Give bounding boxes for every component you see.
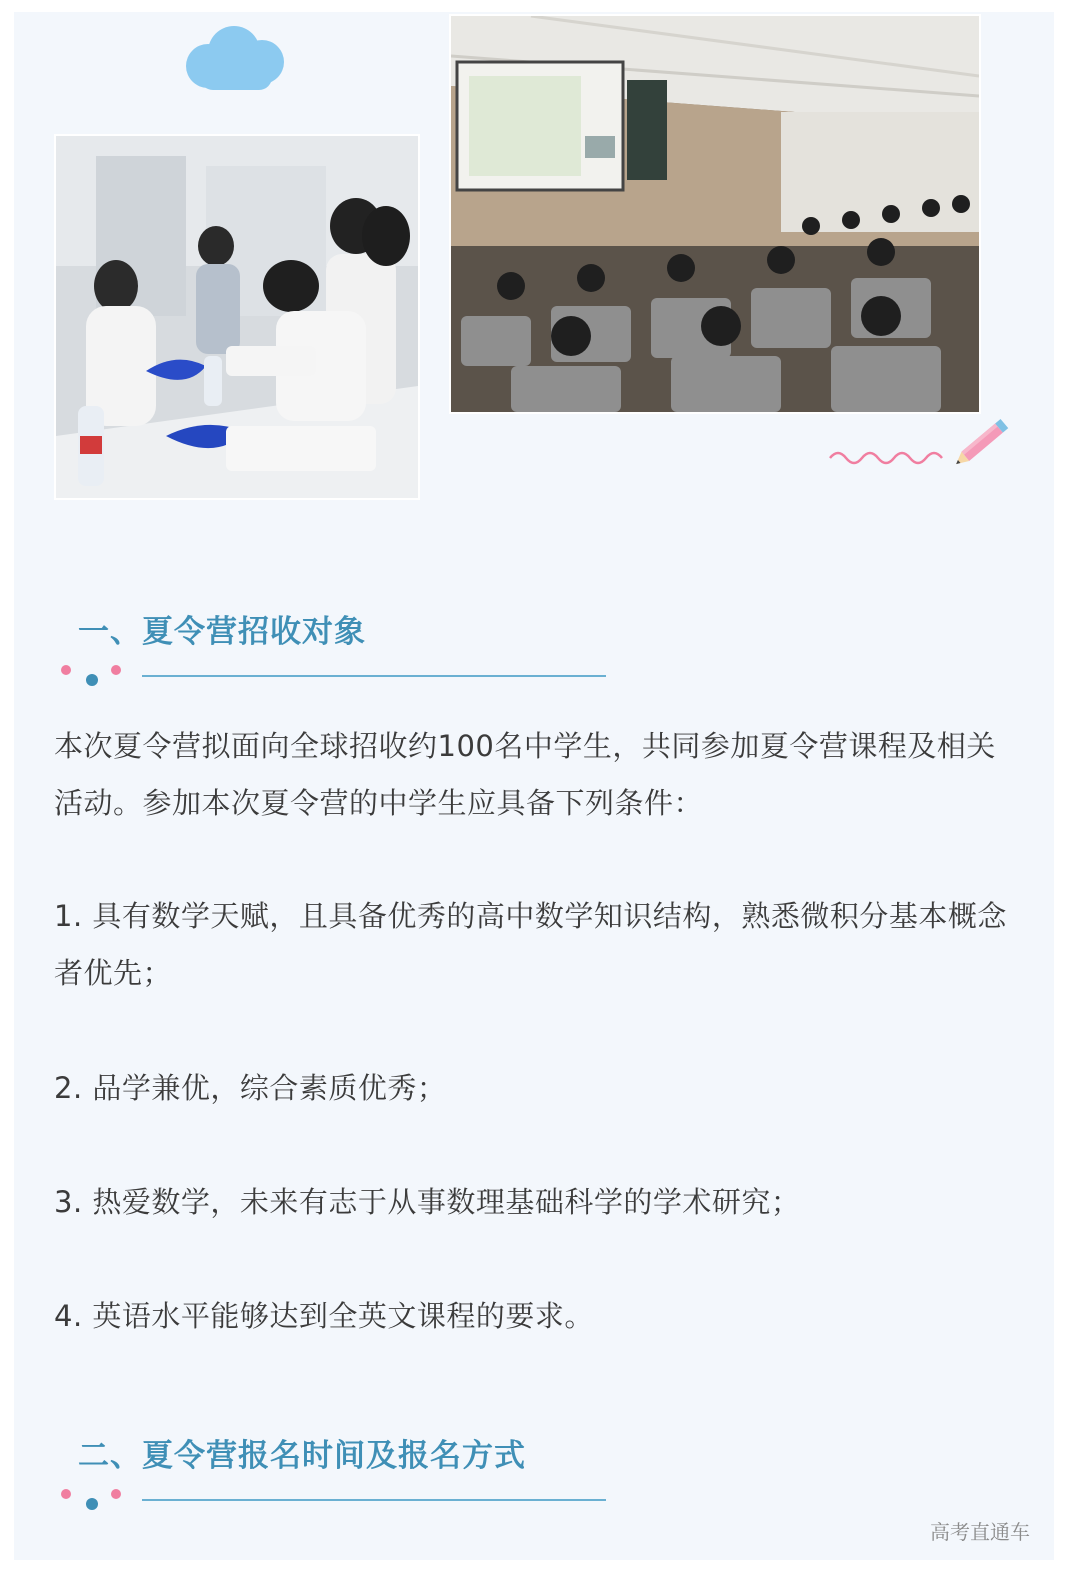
requirement-item: 2. 品学兼优，综合素质优秀；: [54, 1071, 447, 1105]
requirement-item: 4. 英语水平能够达到全英文课程的要求。: [54, 1299, 594, 1333]
intro-paragraph: 本次夏令营拟面向全球招收约100名中学生，共同参加夏令营课程及相关活动。参加本次夏令营的中学生应具备下列条件：: [54, 729, 996, 820]
dots-icon: [58, 1484, 128, 1514]
pencil-icon: [955, 408, 1017, 470]
section-heading-registration: 二、夏令营报名时间及报名方式: [78, 1438, 526, 1474]
requirement-item: 1. 具有数学天赋，且具备优秀的高中数学知识结构，熟悉微积分基本概念者优先；: [54, 899, 1007, 990]
lecture-hall-photo: [449, 14, 981, 414]
watermark: 高考直通车: [930, 1520, 1030, 1544]
heading-underline: [142, 675, 606, 677]
cloud-icon: [180, 24, 292, 94]
requirement-item: 3. 热爱数学，未来有志于从事数理基础科学的学术研究；: [54, 1185, 801, 1219]
dots-icon: [58, 660, 128, 690]
heading-underline: [142, 1499, 606, 1501]
registration-photo: [54, 134, 420, 500]
wave-icon: [828, 446, 944, 468]
section-heading-recruitment: 一、夏令营招收对象: [78, 614, 366, 650]
